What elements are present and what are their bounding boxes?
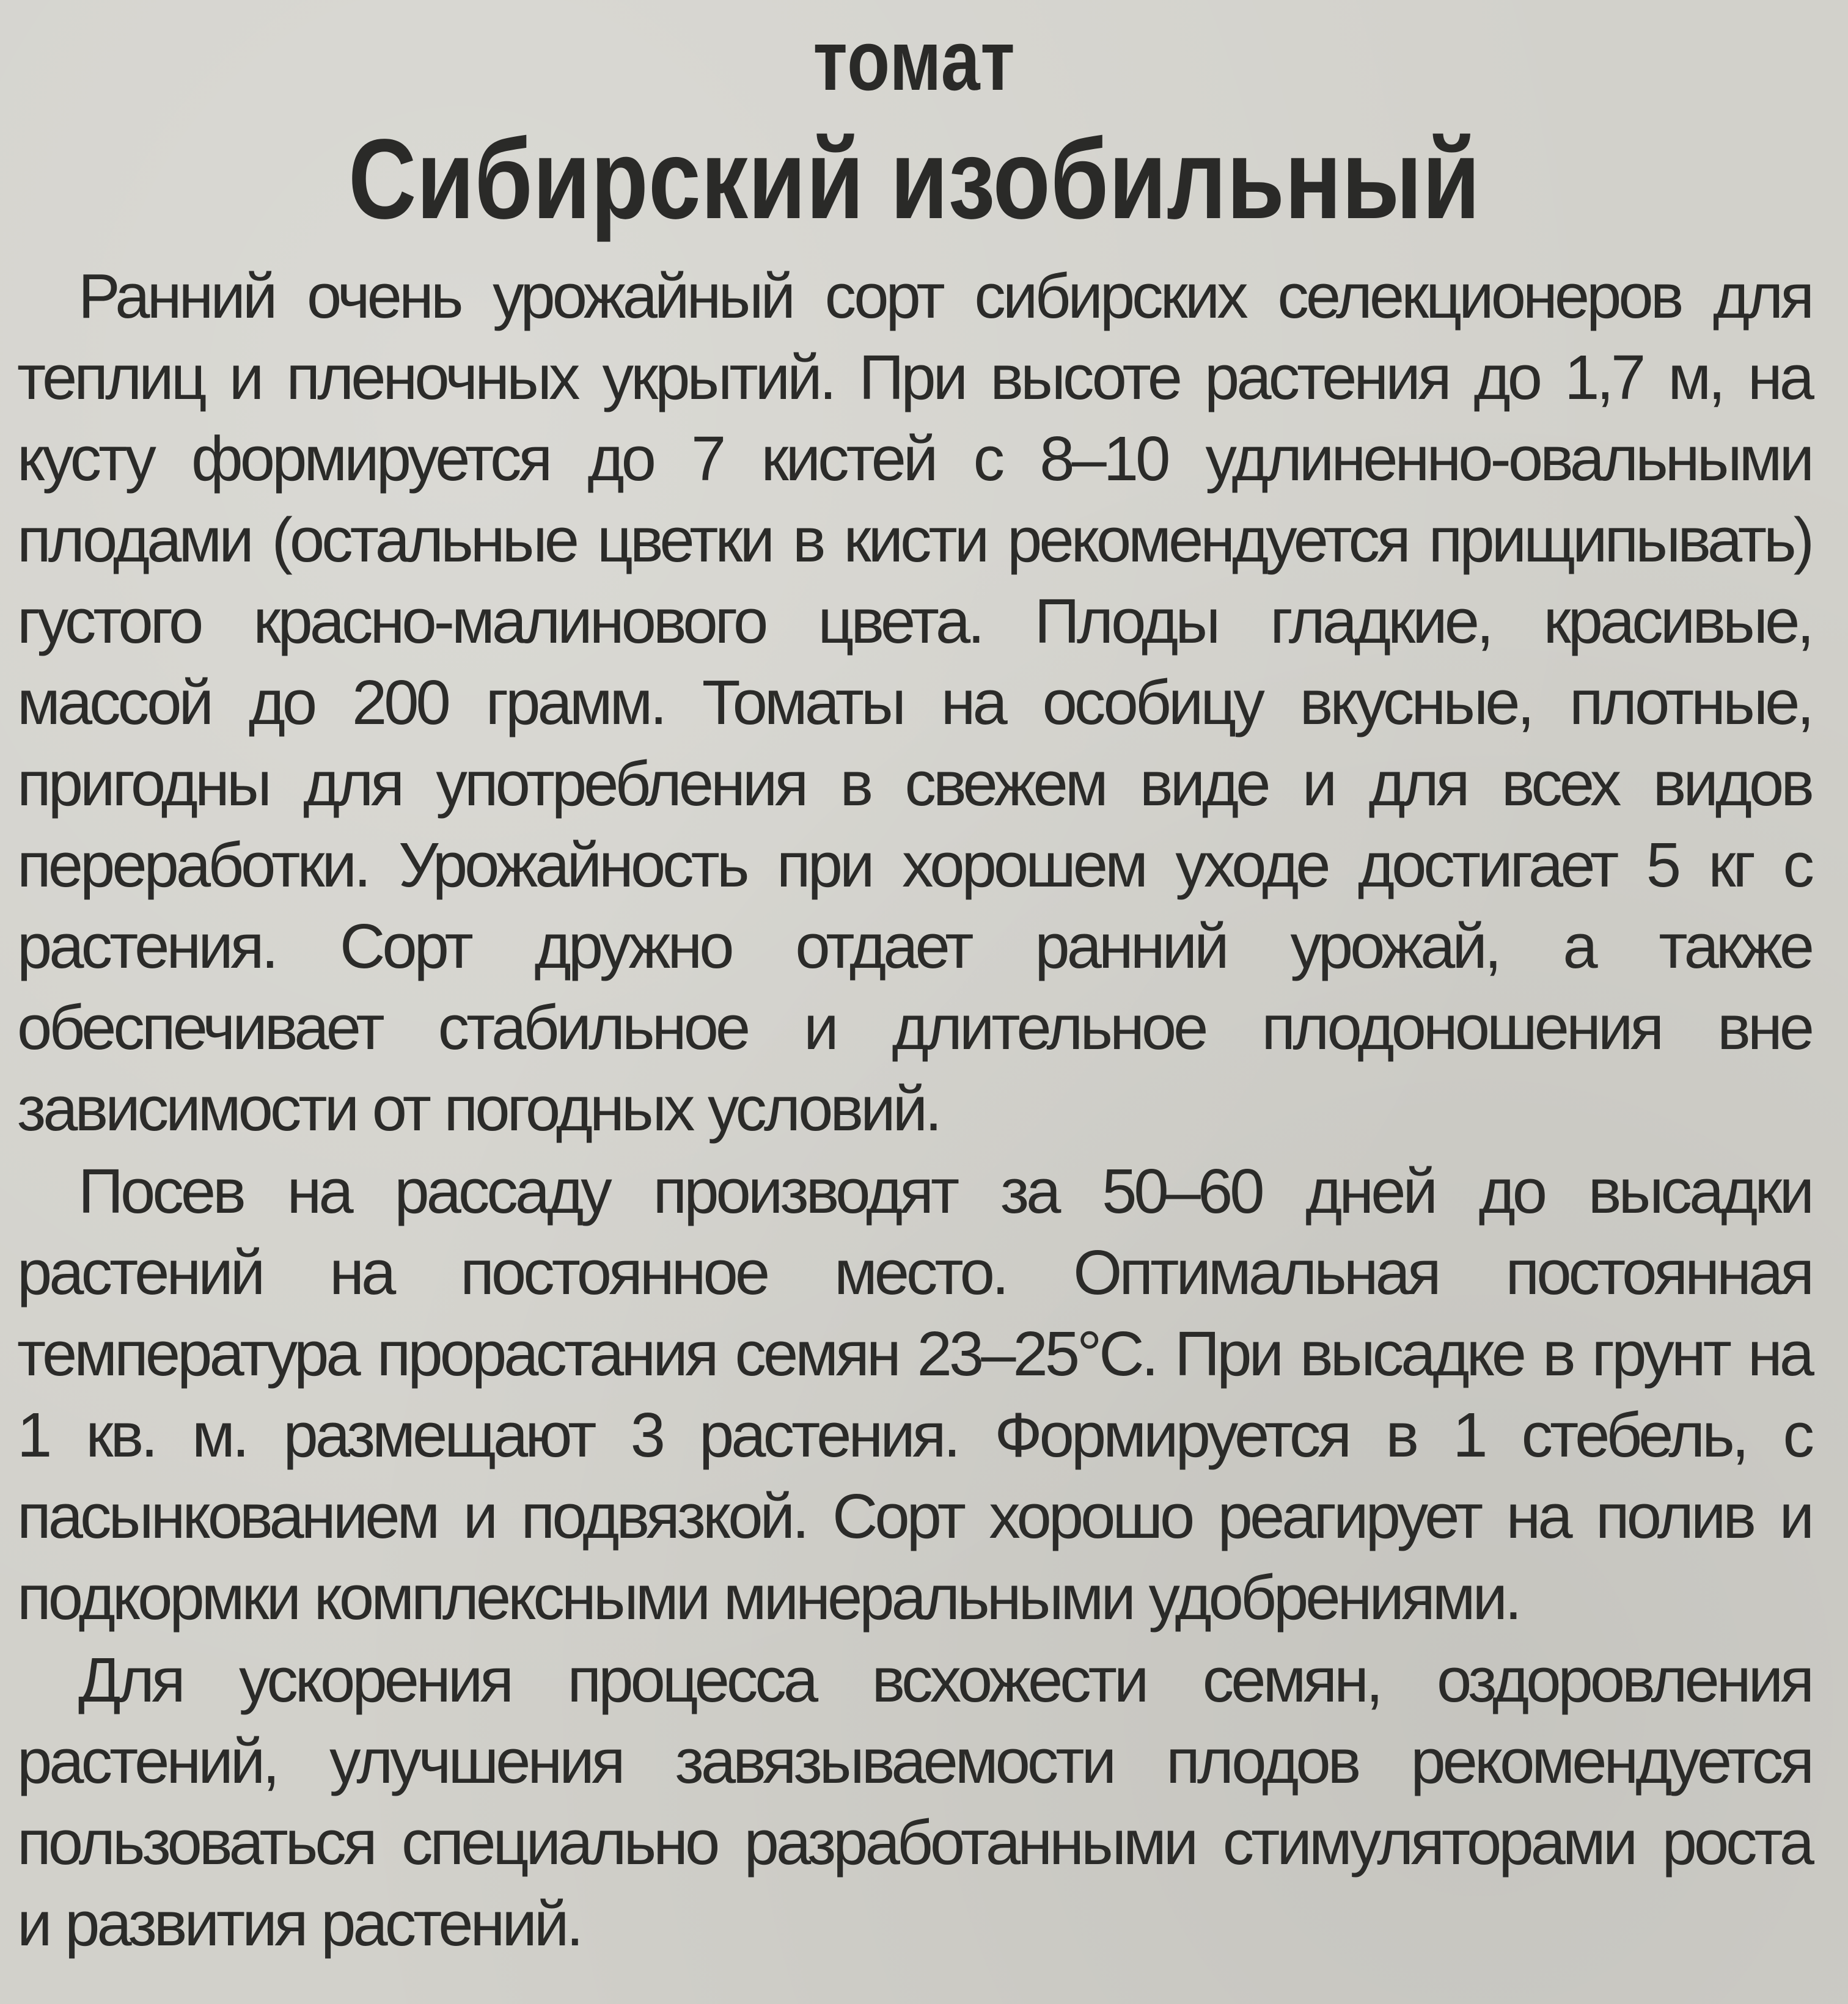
variety-title: Сибирский изобильный [348, 116, 1481, 243]
stimulants-paragraph: Для ускорения процесса всхожести семян, оздоровления растений, улучшения завязываемости плодов рекомендуется пользоваться специально разработанными стимуляторами роста и развития растений. [17, 1645, 1811, 1959]
sowing-paragraph: Посев на рассаду производят за 50–60 дней до высадки растений на постоянное место. Оптимальная постоянная температура прорастания семян 23–25°С. При высадке в грунт на 1 кв. м. размещают 3 растения. Формируется в 1 стебель, с пасынкованием и подвязкой. Сорт хорошо реагирует на полив и подкормки комплексными минеральными удобрениями. [17, 1156, 1811, 1633]
description-paragraph: Ранний очень урожайный сорт сибирских селекционеров для теплиц и пленочных укрытий. При высоте растения до 1,7 м, на кусту формируется до 7 кистей с 8–10 удлиненно-овальными плодами (остальные цветки в кисти рекомендуется прищипывать) густого красно-малинового цвета. Плоды гладкие, красивые, массой до 200 грамм. Томаты на особицу вкусные, плотные, пригодны для употребления в свежем виде и для всех видов переработки. Урожайность при хорошем уходе достигает 5 кг с растения. Сорт дружно отдает ранний урожай, а также обеспечивает стабильное и длительное плодоношения вне зависимости от погодных условий. [17, 261, 1811, 1144]
crop-kind-title: томат [813, 12, 1016, 108]
